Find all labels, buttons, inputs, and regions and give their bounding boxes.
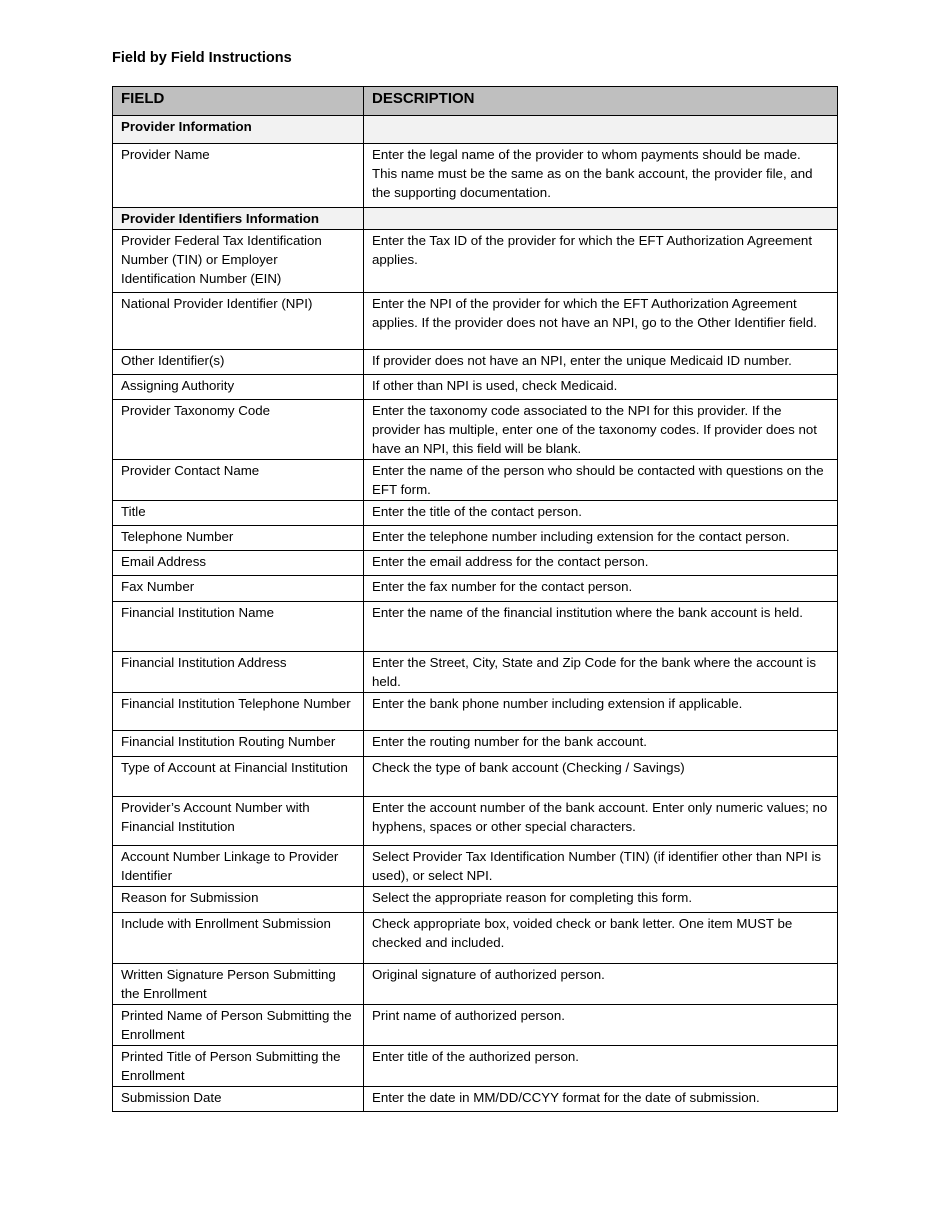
field-description: Enter the name of the person who should be contacted with questions on the EFT form. <box>364 460 838 501</box>
field-description: Original signature of authorized person. <box>364 964 838 1005</box>
table-row <box>113 1005 838 1046</box>
field-name: Provider’s Account Number with Financial Institution <box>113 797 364 846</box>
field-name: Reason for Submission <box>113 887 364 913</box>
field-description <box>364 116 838 144</box>
field-description: Enter the account number of the bank account. Enter only numeric values; no hyphens, spaces or other special characters. <box>364 797 838 846</box>
table-row <box>113 913 838 964</box>
field-name: Financial Institution Address <box>113 652 364 693</box>
field-name: Assigning Authority <box>113 375 364 400</box>
field-description: Enter the bank phone number including extension if applicable. <box>364 693 838 731</box>
field-name: Printed Title of Person Submitting the Enrollment <box>113 1046 364 1087</box>
field-description: Enter the Tax ID of the provider for which the EFT Authorization Agreement applies. <box>364 230 838 293</box>
field-name: Financial Institution Routing Number <box>113 731 364 757</box>
section-title: Provider Information <box>113 116 364 144</box>
field-description: Enter the routing number for the bank account. <box>364 731 838 757</box>
table-row <box>113 1046 838 1087</box>
table-row <box>113 230 838 293</box>
field-name: Written Signature Person Submitting the Enrollment <box>113 964 364 1005</box>
field-description: Enter the Street, City, State and Zip Code for the bank where the account is held. <box>364 652 838 693</box>
field-description: Enter the taxonomy code associated to the NPI for this provider. If the provider has multiple, enter one of the taxonomy codes. If provider does not have an NPI, this field will be blank. <box>364 400 838 460</box>
field-description: Select Provider Tax Identification Number (TIN) (if identifier other than NPI is used), or select NPI. <box>364 846 838 887</box>
field-name: National Provider Identifier (NPI) <box>113 293 364 350</box>
table-row <box>113 144 838 208</box>
table-row <box>113 846 838 887</box>
field-column-header: FIELD <box>113 87 364 116</box>
table-row <box>113 964 838 1005</box>
field-name: Fax Number <box>113 576 364 602</box>
field-name: Provider Federal Tax Identification Number (TIN) or Employer Identification Number (EIN) <box>113 230 364 293</box>
field-name: Provider Name <box>113 144 364 208</box>
field-description: Enter the date in MM/DD/CCYY format for the date of submission. <box>364 1087 838 1112</box>
section-row <box>113 208 838 230</box>
field-description: Enter title of the authorized person. <box>364 1046 838 1087</box>
field-description: Enter the NPI of the provider for which the EFT Authorization Agreement applies. If the provider does not have an NPI, go to the Other Identifier field. <box>364 293 838 350</box>
field-name: Title <box>113 501 364 526</box>
field-name: Submission Date <box>113 1087 364 1112</box>
table-row <box>113 576 838 602</box>
field-description: Enter the title of the contact person. <box>364 501 838 526</box>
field-name: Financial Institution Name <box>113 602 364 652</box>
table-row <box>113 460 838 501</box>
table-row <box>113 350 838 375</box>
field-description: If provider does not have an NPI, enter the unique Medicaid ID number. <box>364 350 838 375</box>
field-name: Financial Institution Telephone Number <box>113 693 364 731</box>
section-title: Provider Identifiers Information <box>113 208 364 230</box>
field-description <box>364 208 838 230</box>
field-description: Print name of authorized person. <box>364 1005 838 1046</box>
field-description: If other than NPI is used, check Medicaid. <box>364 375 838 400</box>
table-row <box>113 731 838 757</box>
field-description: Select the appropriate reason for completing this form. <box>364 887 838 913</box>
table-row <box>113 1087 838 1112</box>
table-row <box>113 797 838 846</box>
field-name: Account Number Linkage to Provider Identifier <box>113 846 364 887</box>
field-name: Provider Contact Name <box>113 460 364 501</box>
table-row <box>113 526 838 551</box>
section-row <box>113 116 838 144</box>
field-description: Enter the name of the financial institution where the bank account is held. <box>364 602 838 652</box>
instructions-table <box>112 86 838 1112</box>
table-row <box>113 757 838 797</box>
table-row <box>113 293 838 350</box>
field-name: Printed Name of Person Submitting the Enrollment <box>113 1005 364 1046</box>
field-description: Enter the telephone number including extension for the contact person. <box>364 526 838 551</box>
field-description: Check the type of bank account (Checking / Savings) <box>364 757 838 797</box>
field-name: Telephone Number <box>113 526 364 551</box>
field-description: Check appropriate box, voided check or bank letter. One item MUST be checked and included. <box>364 913 838 964</box>
table-row <box>113 887 838 913</box>
table-row <box>113 551 838 576</box>
table-header-row <box>113 87 838 116</box>
field-description: Enter the fax number for the contact person. <box>364 576 838 602</box>
table-row <box>113 501 838 526</box>
page-title: Field by Field Instructions <box>112 50 292 66</box>
table-row <box>113 375 838 400</box>
field-description: Enter the legal name of the provider to whom payments should be made. This name must be the same as on the bank account, the provider file, and the supporting documentation. <box>364 144 838 208</box>
table-row <box>113 400 838 460</box>
field-name: Other Identifier(s) <box>113 350 364 375</box>
field-name: Include with Enrollment Submission <box>113 913 364 964</box>
table-body <box>113 116 838 1112</box>
field-name: Email Address <box>113 551 364 576</box>
table-row <box>113 652 838 693</box>
description-column-header: DESCRIPTION <box>364 87 838 116</box>
field-name: Type of Account at Financial Institution <box>113 757 364 797</box>
field-name: Provider Taxonomy Code <box>113 400 364 460</box>
table-row <box>113 602 838 652</box>
field-description: Enter the email address for the contact person. <box>364 551 838 576</box>
table-row <box>113 693 838 731</box>
